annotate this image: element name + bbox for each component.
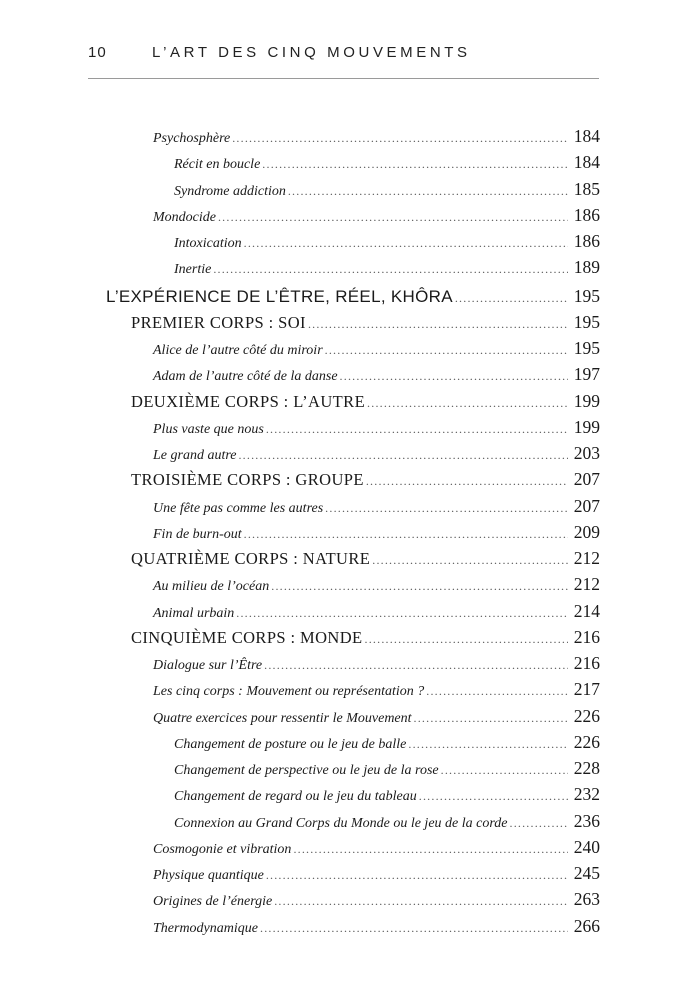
dot-leader (213, 262, 567, 277)
toc-chapter-entry (0, 863, 700, 889)
toc-entry-page-number: 195 (573, 311, 600, 332)
toc-entry-page-number: 209 (573, 521, 600, 542)
toc-entry-title: Mondocide (153, 209, 216, 225)
dot-leader (510, 816, 568, 831)
toc-chapter-entry (0, 338, 700, 364)
toc-entry-title: Adam de l’autre côté de la danse (153, 369, 338, 385)
toc-entry-title: Changement de posture ou le jeu de balle (174, 736, 407, 752)
toc-entry-title: Syndrome addiction (174, 183, 286, 199)
dot-leader (264, 658, 568, 673)
dot-leader (236, 606, 567, 621)
toc-entry-page-number: 240 (573, 836, 600, 857)
toc-entry-page-number: 207 (573, 469, 600, 490)
toc-entry-title: L’EXPÉRIENCE DE L’ÊTRE, RÉEL, KHÔRA (106, 286, 453, 306)
toc-chapter-entry (0, 417, 700, 443)
dot-leader (260, 921, 568, 936)
toc-entry-page-number: 216 (573, 653, 600, 673)
toc-subchapter-entry (0, 257, 700, 283)
toc-chapter-entry (0, 496, 700, 522)
toc-entry-title: QUATRIÈME CORPS : NATURE (131, 549, 371, 568)
dot-leader (325, 343, 568, 358)
toc-entry-page-number: 214 (573, 600, 600, 621)
page-number: 10 (88, 44, 107, 61)
toc-chapter-entry (0, 653, 700, 679)
toc-section-heading (0, 391, 700, 417)
toc-chapter-entry (0, 601, 700, 627)
toc-chapter-entry (0, 916, 700, 942)
toc-entry-title: Changement de regard ou le jeu du tableau (174, 789, 417, 805)
toc-chapter-entry (0, 443, 700, 469)
toc-subchapter-entry (0, 152, 700, 178)
toc-entry-page-number: 203 (573, 443, 600, 463)
toc-entry-title: PREMIER CORPS : SOI (131, 312, 306, 332)
dot-leader (365, 632, 568, 647)
toc-subchapter-entry (0, 784, 700, 810)
dot-leader (244, 236, 568, 251)
toc-subchapter-entry (0, 811, 700, 837)
dot-leader (414, 711, 568, 726)
toc-section-heading (0, 548, 700, 574)
toc-entry-page-number: 195 (573, 285, 600, 306)
toc-entry-title: Quatre exercices pour ressentir le Mouvement (153, 710, 412, 726)
toc-section-heading (0, 469, 700, 495)
dot-leader (455, 291, 568, 306)
table-of-contents (0, 126, 700, 942)
toc-entry-title: Thermodynamique (153, 920, 258, 936)
dot-leader (244, 527, 568, 542)
toc-entry-page-number: 266 (573, 915, 600, 936)
dot-leader (266, 422, 568, 437)
dot-leader (271, 579, 568, 594)
toc-chapter-entry (0, 126, 700, 152)
toc-entry-title: DEUXIÈME CORPS : L’AUTRE (131, 391, 366, 411)
toc-entry-title: Les cinq corps : Mouvement ou représentation ? (153, 684, 425, 700)
dot-leader (266, 868, 568, 883)
dot-leader (308, 317, 568, 332)
toc-entry-title: Le grand autre (153, 448, 237, 463)
toc-entry-page-number: 236 (573, 810, 600, 831)
toc-entry-page-number: 226 (573, 731, 600, 752)
dot-leader (441, 763, 568, 778)
toc-chapter-entry (0, 679, 700, 705)
toc-entry-page-number: 199 (573, 390, 600, 411)
toc-section-heading (0, 627, 700, 653)
toc-entry-page-number: 212 (573, 574, 600, 595)
toc-subchapter-entry (0, 732, 700, 758)
header-rule (88, 78, 599, 79)
toc-entry-title: Changement de perspective ou le jeu de la rose (174, 763, 439, 778)
toc-entry-title: Physique quantique (153, 868, 264, 883)
toc-entry-page-number: 186 (573, 204, 600, 225)
toc-entry-page-number: 226 (573, 705, 600, 726)
toc-chapter-entry (0, 837, 700, 863)
toc-subchapter-entry (0, 231, 700, 257)
toc-entry-title: Cosmogonie et vibration (153, 841, 292, 857)
toc-entry-title: Psychosphère (153, 131, 231, 146)
toc-entry-title: TROISIÈME CORPS : GROUPE (131, 470, 364, 490)
toc-chapter-entry (0, 574, 700, 600)
dot-leader (288, 184, 568, 199)
toc-entry-title: CINQUIÈME CORPS : MONDE (131, 627, 363, 647)
toc-subchapter-entry (0, 758, 700, 784)
toc-chapter-entry (0, 706, 700, 732)
dot-leader (426, 684, 567, 699)
dot-leader (218, 210, 568, 225)
toc-entry-page-number: 216 (573, 626, 600, 647)
toc-entry-title: Une fête pas comme les autres (153, 500, 324, 516)
dot-leader (419, 789, 568, 804)
dot-leader (274, 894, 568, 909)
toc-entry-page-number: 185 (573, 178, 600, 199)
toc-subchapter-entry (0, 179, 700, 205)
toc-part-heading (0, 286, 700, 312)
dot-leader (238, 448, 567, 463)
toc-entry-title: Origines de l’énergie (153, 894, 273, 910)
toc-section-heading (0, 312, 700, 338)
toc-entry-page-number: 207 (573, 495, 600, 516)
toc-entry-title: Alice de l’autre côté du miroir (153, 343, 323, 358)
dot-leader (325, 501, 568, 516)
toc-chapter-entry (0, 205, 700, 231)
dot-leader (262, 157, 567, 172)
toc-entry-title: Connexion au Grand Corps du Monde ou le jeu de la corde (174, 815, 508, 831)
toc-entry-title: Inertie (174, 262, 212, 278)
toc-entry-title: Récit en boucle (174, 157, 261, 173)
toc-entry-page-number: 245 (573, 863, 600, 883)
toc-entry-page-number: 217 (573, 679, 600, 700)
toc-entry-page-number: 184 (573, 126, 600, 146)
running-header (0, 40, 700, 70)
dot-leader (293, 842, 567, 857)
toc-entry-page-number: 232 (573, 784, 600, 805)
toc-entry-title: Dialogue sur l’Être (153, 658, 263, 673)
toc-entry-page-number: 189 (573, 257, 600, 278)
dot-leader (232, 131, 568, 146)
toc-entry-page-number: 197 (573, 364, 600, 385)
dot-leader (367, 396, 568, 411)
toc-entry-page-number: 184 (573, 152, 600, 173)
toc-chapter-entry (0, 522, 700, 548)
toc-chapter-entry (0, 364, 700, 390)
toc-entry-page-number: 195 (573, 338, 600, 358)
toc-entry-title: Au milieu de l’océan (153, 579, 270, 595)
dot-leader (366, 474, 568, 489)
toc-entry-title: Plus vaste que nous (153, 421, 264, 437)
toc-entry-title: Intoxication (174, 236, 242, 251)
toc-entry-page-number: 199 (573, 416, 600, 437)
dot-leader (408, 737, 567, 752)
toc-entry-title: Animal urbain (153, 605, 235, 621)
toc-entry-page-number: 263 (573, 889, 600, 910)
toc-entry-title: Fin de burn-out (153, 526, 242, 542)
dot-leader (340, 369, 568, 384)
toc-entry-page-number: 228 (573, 758, 600, 778)
toc-entry-page-number: 212 (573, 548, 600, 568)
running-title: L’ART DES CINQ MOUVEMENTS (152, 44, 471, 61)
dot-leader (372, 553, 568, 568)
toc-chapter-entry (0, 889, 700, 915)
toc-entry-page-number: 186 (573, 231, 600, 251)
